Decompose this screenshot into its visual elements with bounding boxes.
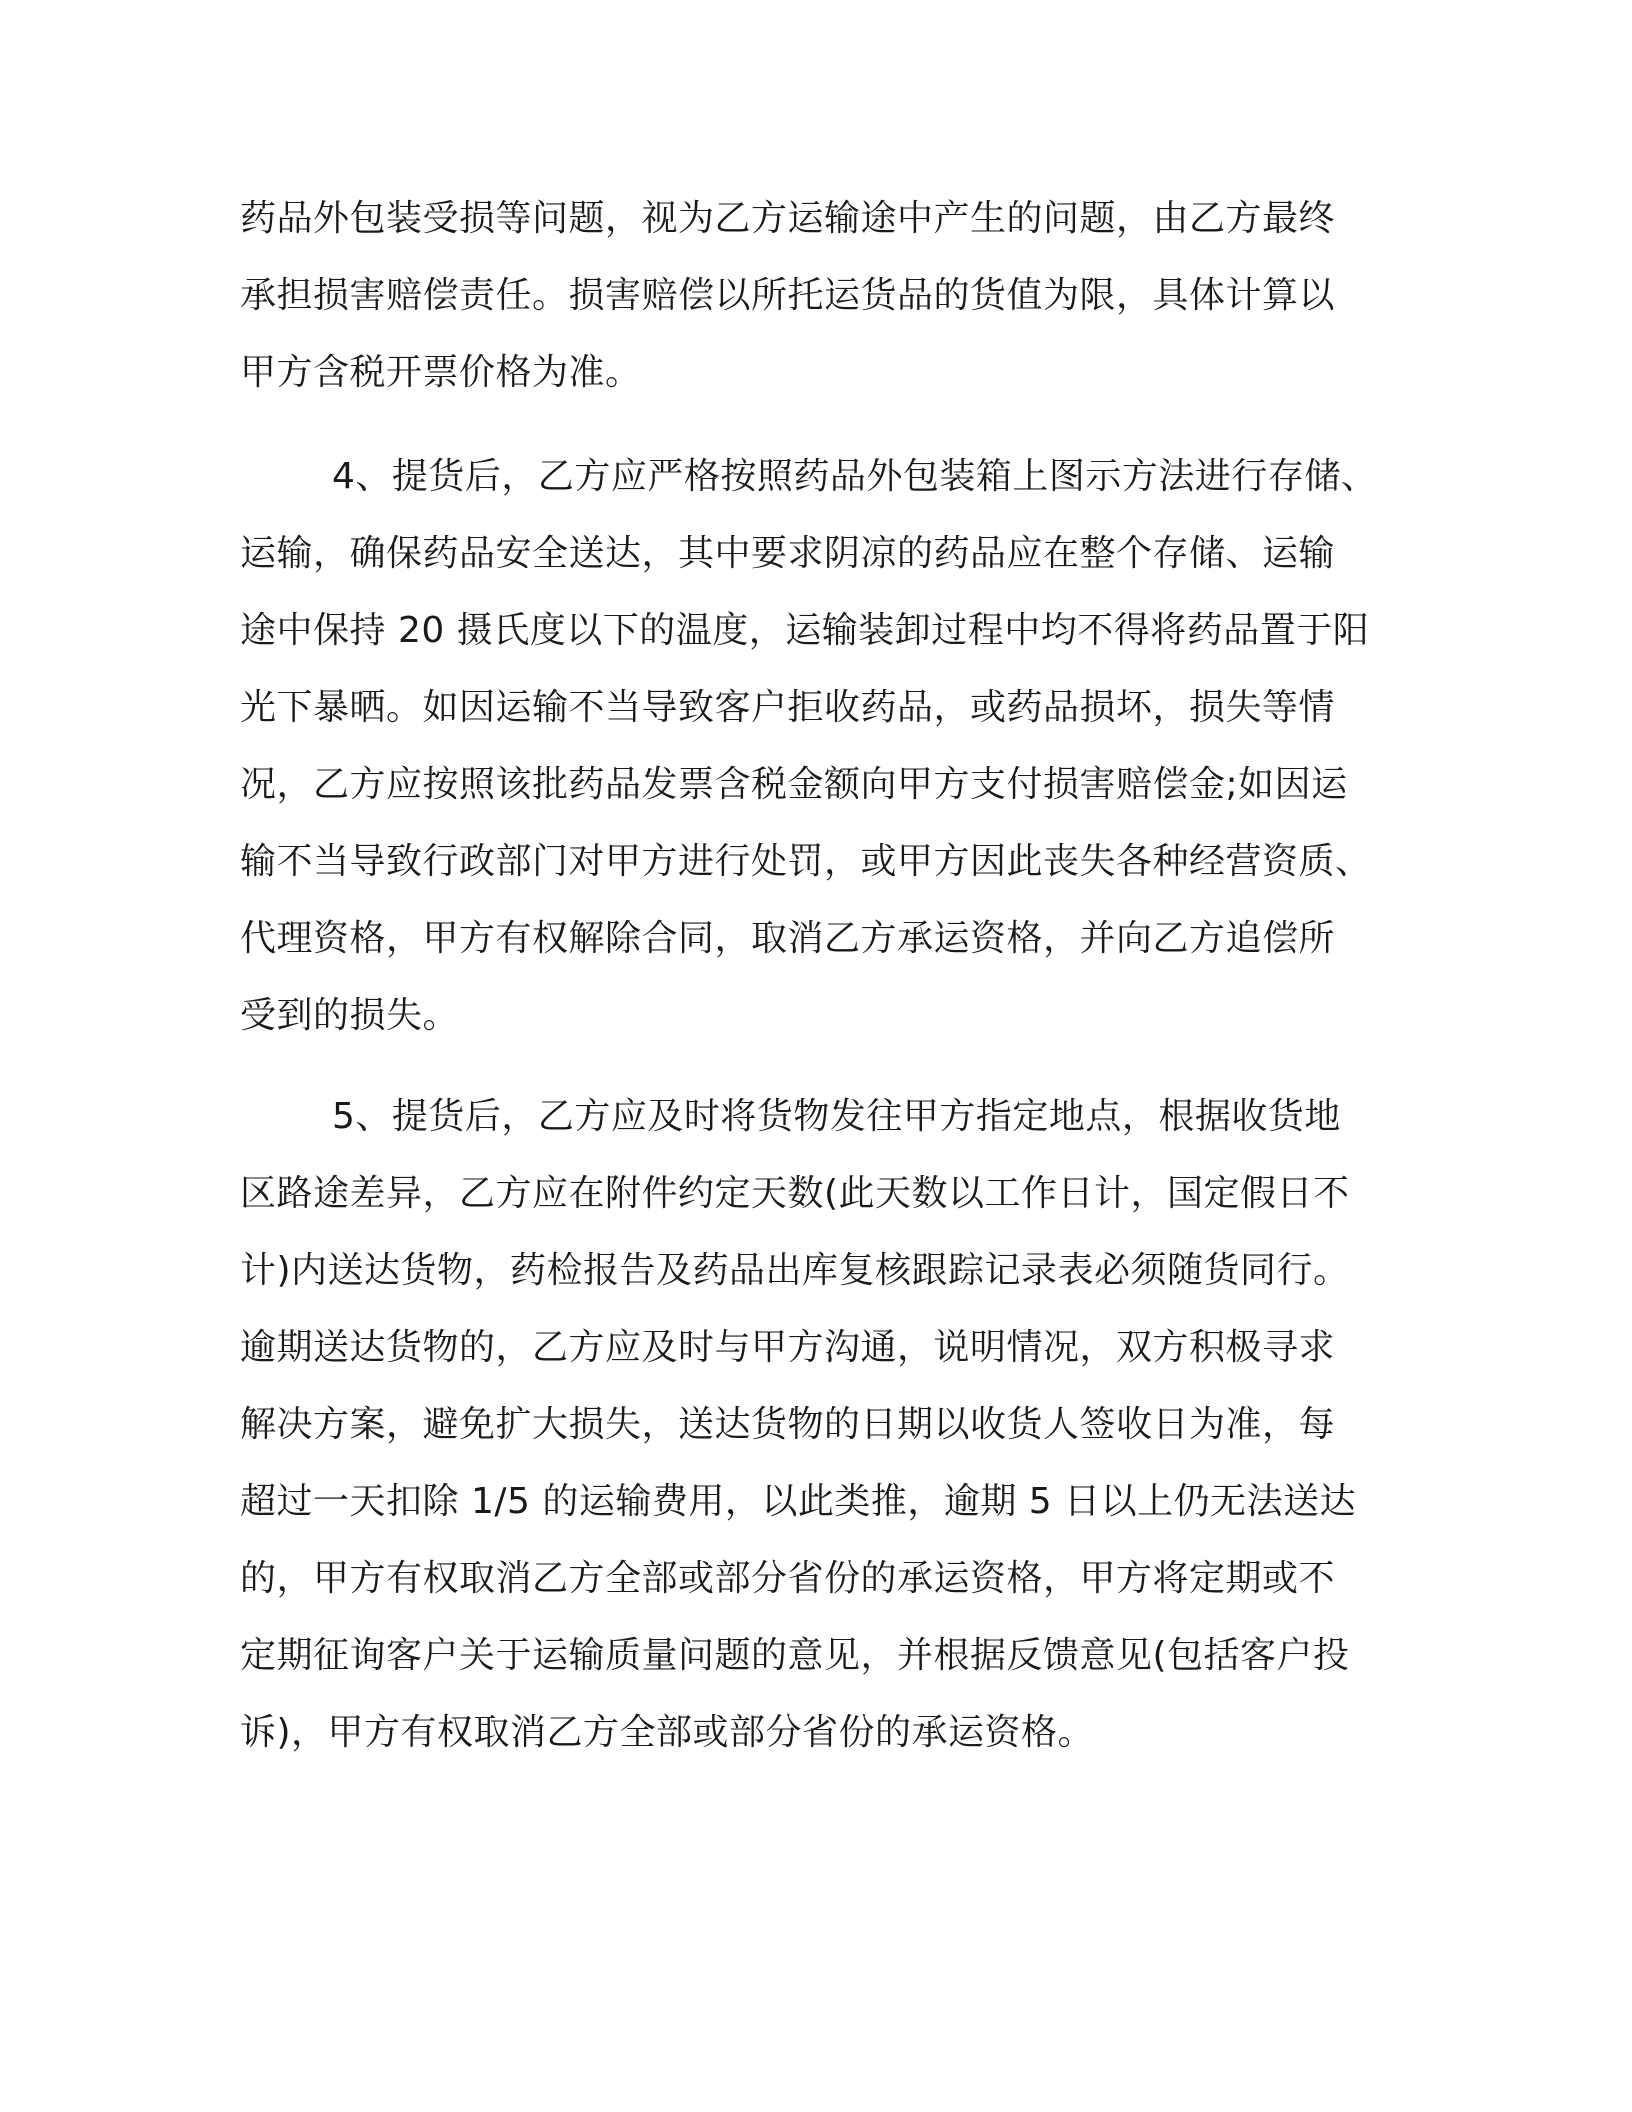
text-line: 的，甲方有权取消乙方全部或部分省份的承运资格，甲方将定期或不: [240, 1558, 1336, 1599]
text-line: 光下暴晒。如因运输不当导致客户拒收药品，或药品损坏，损失等情: [240, 687, 1336, 728]
paragraph-clause-3-continuation: [240, 180, 1390, 411]
text-line: 4、提货后，乙方应严格按照药品外包装箱上图示方法进行存储、: [332, 456, 1378, 497]
text-line: 承担损害赔偿责任。损害赔偿以所托运货品的货值为限，具体计算以: [240, 275, 1336, 316]
text-line: 况，乙方应按照该批药品发票含税金额向甲方支付损害赔偿金;如因运: [240, 764, 1348, 805]
text-line: 计)内送达货物，药检报告及药品出库复核跟踪记录表必须随货同行。: [240, 1250, 1350, 1291]
text-line: 运输，确保药品安全送达，其中要求阴凉的药品应在整个存储、运输: [240, 533, 1336, 574]
paragraph-clause-5: [240, 1078, 1390, 1771]
text-line: 途中保持 20 摄氏度以下的温度，运输装卸过程中均不得将药品置于阳: [240, 610, 1370, 651]
text-line: 受到的损失。: [240, 995, 460, 1036]
text-line: 解决方案，避免扩大损失，送达货物的日期以收货人签收日为准，每: [240, 1404, 1336, 1445]
text-line: 甲方含税开票价格为准。: [240, 352, 642, 393]
text-line: 5、提货后，乙方应及时将货物发往甲方指定地点，根据收货地: [332, 1096, 1341, 1137]
text-line: 诉)，甲方有权取消乙方全部或部分省份的承运资格。: [240, 1712, 1095, 1753]
text-line: 输不当导致行政部门对甲方进行处罚，或甲方因此丧失各种经营资质、: [240, 841, 1372, 882]
text-line: 超过一天扣除 1/5 的运输费用，以此类推，逾期 5 日以上仍无法送达: [240, 1481, 1357, 1522]
text-line: 区路途差异，乙方应在附件约定天数(此天数以工作日计，国定假日不: [240, 1173, 1350, 1214]
text-line: 代理资格，甲方有权解除合同，取消乙方承运资格，并向乙方追偿所: [240, 918, 1336, 959]
text-line: 逾期送达货物的，乙方应及时与甲方沟通，说明情况，双方积极寻求: [240, 1327, 1336, 1368]
text-line: 药品外包装受损等问题，视为乙方运输途中产生的问题，由乙方最终: [240, 198, 1336, 239]
text-line: 定期征询客户关于运输质量问题的意见，并根据反馈意见(包括客户投: [240, 1635, 1350, 1676]
paragraph-clause-4: [240, 438, 1390, 1054]
